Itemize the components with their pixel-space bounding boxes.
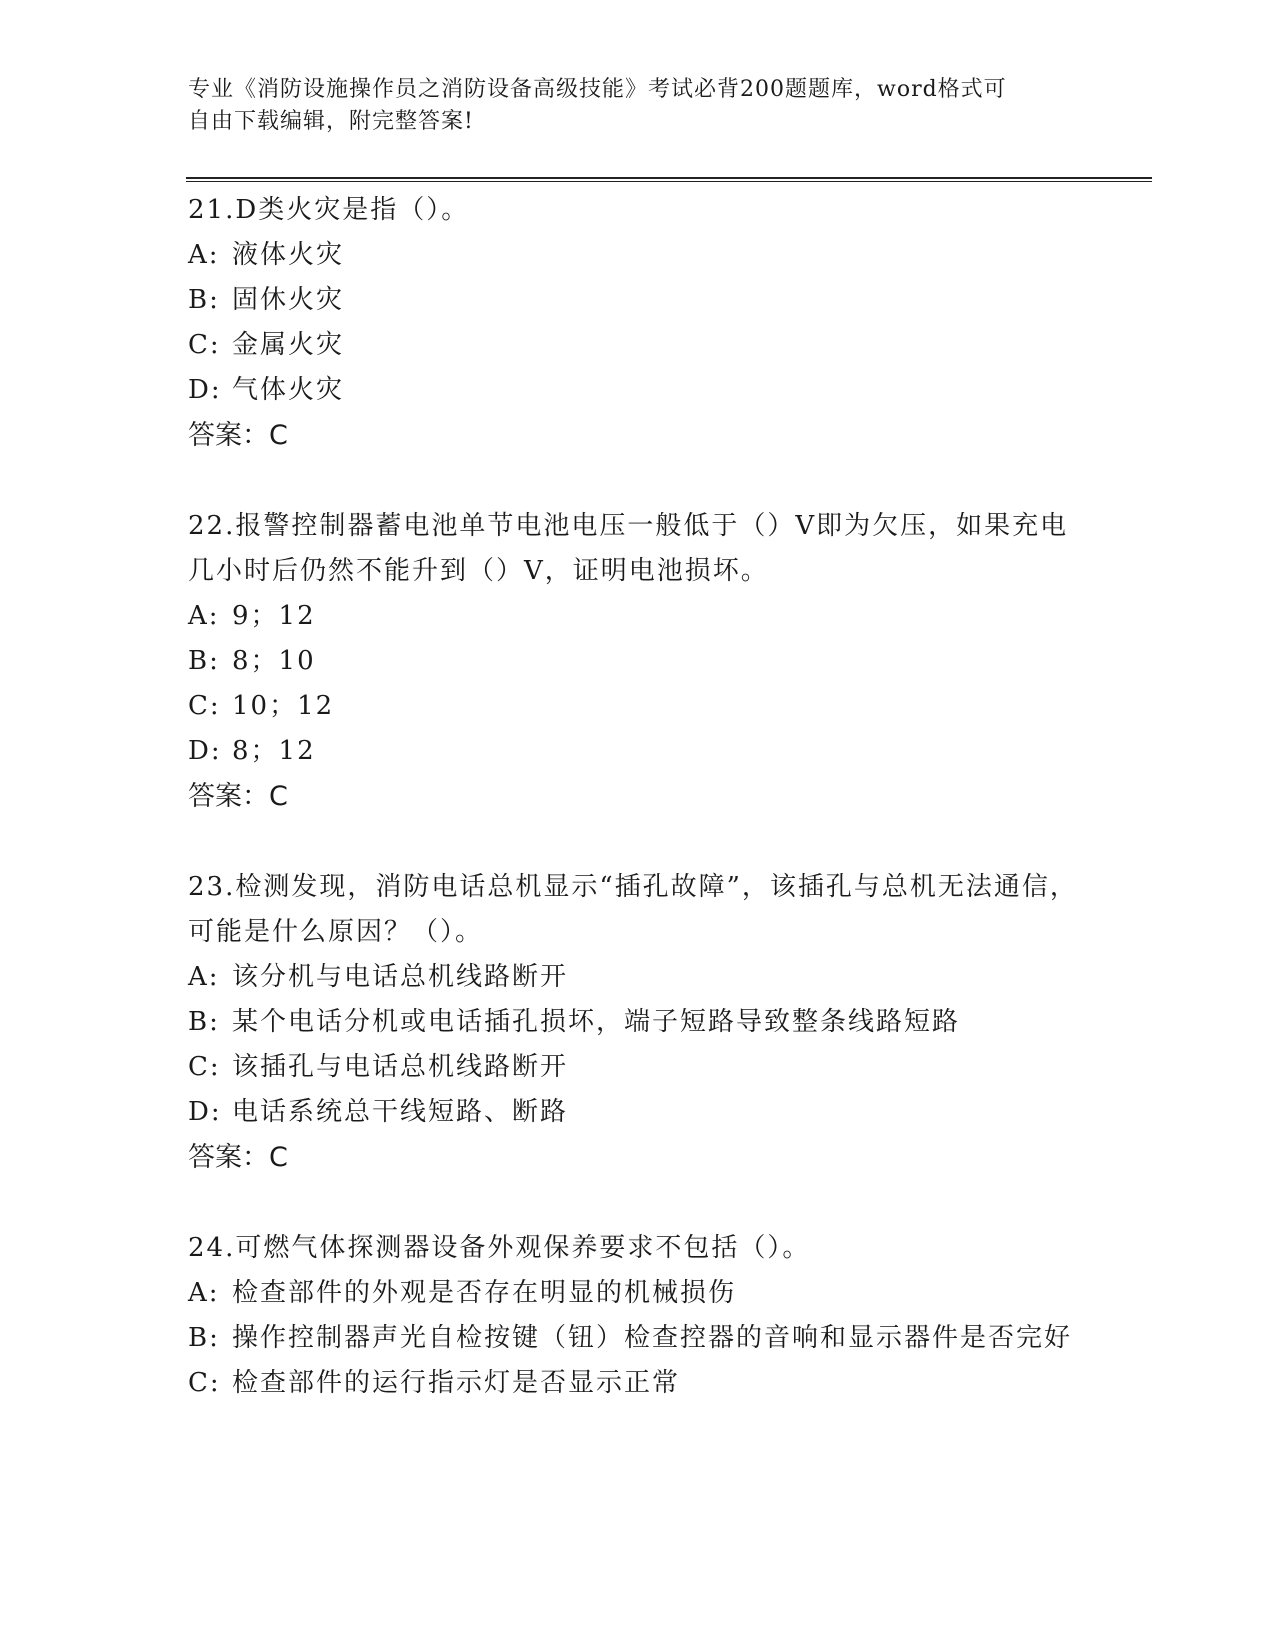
header-rule-thick	[186, 177, 1152, 179]
question-21	[188, 188, 1088, 458]
document-header	[188, 74, 1068, 138]
option-c	[188, 684, 1088, 729]
header-rule-thin	[186, 181, 1152, 182]
question-text: 21.D类火灾是指（）。	[188, 195, 470, 225]
option-b	[188, 1316, 1088, 1361]
option-letter: C:	[188, 1368, 221, 1398]
option-letter: C:	[188, 1052, 221, 1082]
option-letter: C:	[188, 330, 221, 360]
option-text: 10；12	[232, 691, 335, 721]
option-text: 该插孔与电话总机线路断开	[232, 1052, 569, 1082]
option-a	[188, 955, 1088, 1000]
option-d	[188, 729, 1088, 774]
option-text: 气体火灾	[232, 375, 345, 405]
option-b	[188, 1000, 1088, 1045]
question-list	[188, 188, 1088, 1452]
option-text: 8；12	[232, 736, 316, 766]
option-c	[188, 1361, 1088, 1406]
option-d	[188, 368, 1088, 413]
question-24	[188, 1226, 1088, 1406]
option-c	[188, 323, 1088, 368]
option-letter: B:	[188, 1007, 220, 1037]
question-text: 22.报警控制器蓄电池单节电池电压一般低于（）V即为欠压，如果充电几小时后仍然不能升到（）V，证明电池损坏。	[188, 511, 1069, 586]
option-letter: D:	[188, 1097, 222, 1127]
option-b	[188, 639, 1088, 684]
question-22	[188, 504, 1088, 819]
option-text: 8；10	[232, 646, 316, 676]
option-a	[188, 1271, 1088, 1316]
option-letter: D:	[188, 375, 222, 405]
option-text: 检查部件的外观是否存在明显的机械损伤	[232, 1278, 737, 1308]
option-a	[188, 233, 1088, 278]
option-text: 某个电话分机或电话插孔损坏，端子短路导致整条线路短路	[232, 1007, 961, 1037]
header-line-2: 自由下载编辑，附完整答案!	[188, 109, 474, 134]
answer-text: 答案：C	[188, 1142, 288, 1173]
option-letter: B:	[188, 1323, 220, 1353]
option-letter: D:	[188, 736, 222, 766]
option-text: 9；12	[232, 601, 316, 631]
option-letter: B:	[188, 285, 220, 315]
option-letter: B:	[188, 646, 220, 676]
option-d	[188, 1090, 1088, 1135]
option-letter: A:	[188, 601, 220, 631]
option-text: 检查部件的运行指示灯是否显示正常	[232, 1368, 681, 1398]
option-text: 金属火灾	[232, 330, 345, 360]
answer-text: 答案：C	[188, 781, 288, 812]
option-text: 电话系统总干线短路、断路	[232, 1097, 569, 1127]
option-letter: A:	[188, 962, 220, 992]
question-23	[188, 865, 1088, 1180]
option-text: 固休火灾	[232, 285, 345, 315]
option-b	[188, 278, 1088, 323]
option-letter: C:	[188, 691, 221, 721]
header-line-1: 专业《消防设施操作员之消防设备高级技能》考试必背200题题库，word格式可	[188, 77, 1007, 102]
option-text: 操作控制器声光自检按键（钮）检查控器的音响和显示器件是否完好	[232, 1323, 1073, 1353]
option-letter: A:	[188, 1278, 220, 1308]
option-letter: A:	[188, 240, 220, 270]
option-a	[188, 594, 1088, 639]
question-text: 24.可燃气体探测器设备外观保养要求不包括（）。	[188, 1233, 811, 1263]
answer-text: 答案：C	[188, 420, 288, 451]
question-text: 23.检测发现，消防电话总机显示“插孔故障”，该插孔与总机无法通信，可能是什么原因？（）。	[188, 872, 1078, 947]
option-text: 该分机与电话总机线路断开	[232, 962, 569, 992]
option-text: 液体火灾	[232, 240, 345, 270]
option-c	[188, 1045, 1088, 1090]
